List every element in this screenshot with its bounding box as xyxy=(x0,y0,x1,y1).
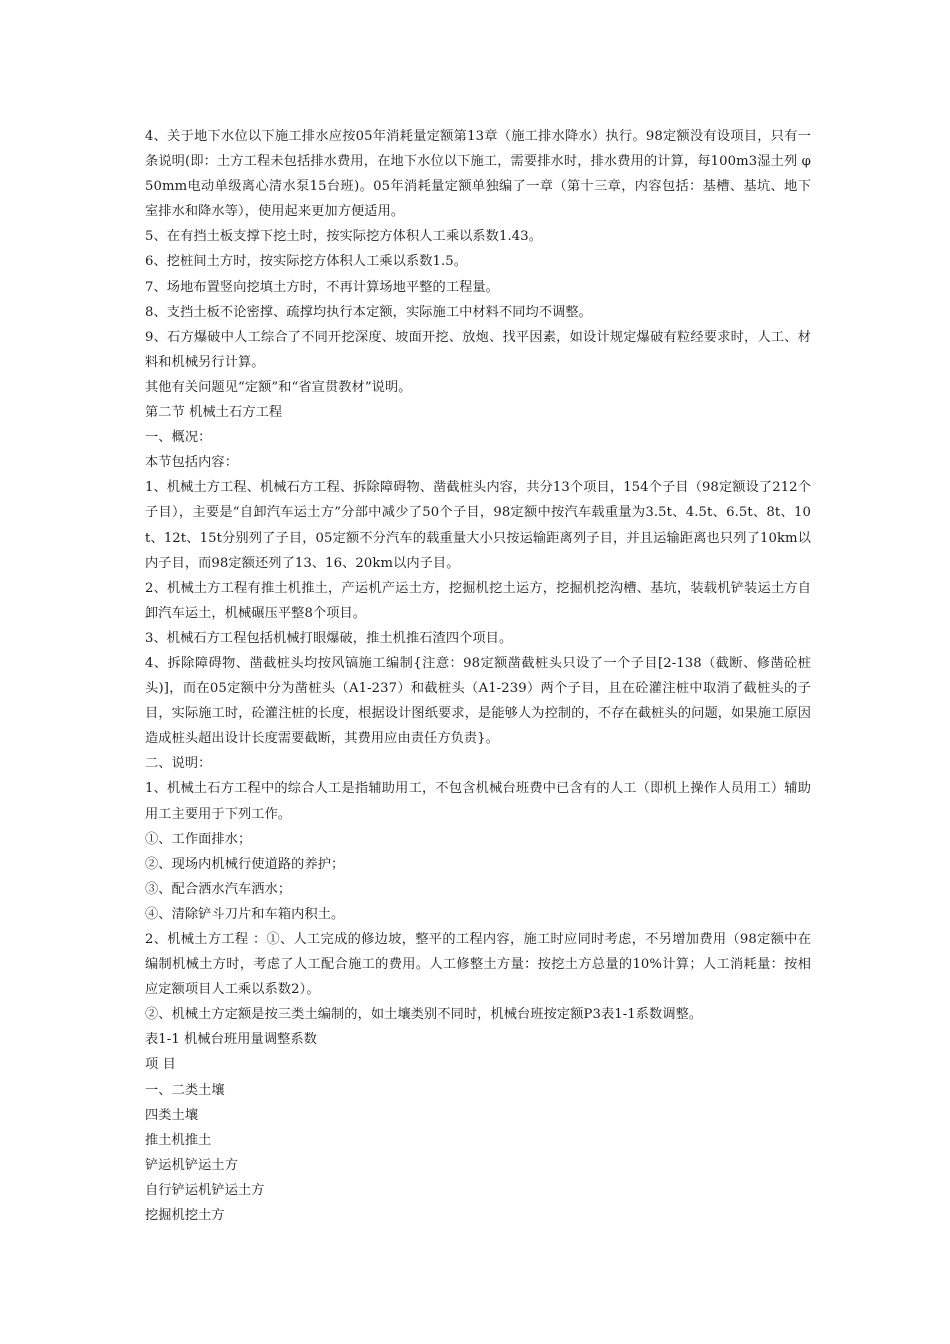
table-header-item: 项 目 xyxy=(145,1057,176,1073)
list-item-work-3: ③、配合洒水汽车洒水； xyxy=(145,881,292,897)
paragraph-item-4-demolition: 4、拆除障碍物、凿截桩头均按风镐施工编制{注意：98定额凿截桩头只设了一个子目[2-138（截断、修凿砼桩头)]，而在05定额中分为凿桩头（A1-237）和截桩头（A1-239）两个子目，且在砼灌注桩中取消了截桩头的子目，实际施工时，砼灌注桩的长度，根据设计图纸要求，是能够人为控制的，不存在截桩头的问题，如果施工原因造成桩头超出设计长度需要截断，其费用应由责任方负责}。 xyxy=(145,655,811,747)
paragraph-item-2-earthwork: 2、机械土方工程有推土机推土，产运机产运土方，挖掘机挖土运方，挖掘机挖沟槽、基坑，装载机铲装运土方自卸汽车运土，机械碾压平整8个项目。 xyxy=(145,580,811,621)
paragraph-item-8-support-board: 8、支挡土板不论密撑、疏撑均执行本定额，实际施工中材料不同均不调整。 xyxy=(145,304,592,320)
paragraph-section-contents: 本节包括内容： xyxy=(145,455,239,471)
list-item-work-1: ①、工作面排水； xyxy=(145,831,252,847)
list-item-work-2: ②、现场内机械行使道路的养护； xyxy=(145,856,345,872)
paragraph-item-7-site-layout: 7、场地布置竖向挖填土方时，不再计算场地平整的工程量。 xyxy=(145,279,499,295)
paragraph-notes-item-2b: ②、机械土方定额是按三类土编制的，如土壤类别不同时，机械台班按定额P3表1-1系数调整。 xyxy=(145,1007,703,1023)
subheading-overview: 一、概况： xyxy=(145,430,212,446)
list-item-work-4: ④、清除铲斗刀片和车箱内积土。 xyxy=(145,906,345,922)
paragraph-item-6-pile-spacing: 6、挖桩间土方时，按实际挖方体积人工乘以系数1.5。 xyxy=(145,254,468,270)
table-row-self-propelled-scraper: 自行铲运机铲运土方 xyxy=(145,1182,265,1198)
paragraph-notes-item-1: 1、机械土石方工程中的综合人工是指辅助用工，不包含机械台班费中已含有的人工（即机上操作人员用工）辅助用工主要用于下列工作。 xyxy=(145,781,811,822)
table-caption: 表1-1 机械台班用量调整系数 xyxy=(145,1032,317,1048)
paragraph-other-notes: 其他有关问题见“定额”和“省宣贯教材”说明。 xyxy=(145,379,412,395)
table-cell-soil-class-4: 四类土壤 xyxy=(145,1107,199,1123)
table-row-bulldozer: 推土机推土 xyxy=(145,1132,212,1148)
paragraph-item-1-overview: 1、机械土方工程、机械石方工程、拆除障碍物、凿截桩头内容，共分13个项目，154个子目（98定额设了212个子目），主要是“自卸汽车运土方”分部中减少了50个子目，98定额中按汽车载重量为3.5t、4.5t、6.5t、8t、10t、12t、15t分别列了子目，05定额不分汽车的载重量大小只按运输距离列子目，并且运输距离也只列了10km以内子目，而98定额还列了13、16、20km以内子目。 xyxy=(145,480,811,571)
paragraph-item-4-drainage: 4、关于地下水位以下施工排水应按05年消耗量定额第13章（施工排水降水）执行。98定额没有设项目，只有一条说明(即：土方工程未包括排水费用，在地下水位以下施工，需要排水时，排水费用的计算，每100m3湿土列 φ50mm电动单级离心清水泵15台班)。05年消耗量定额单独编了一章（第十三章，内容包括：基槽、基坑、地下室排水和降水等），使用起来更加方便适用。 xyxy=(145,129,811,220)
section-heading: 第二节 机械土石方工程 xyxy=(145,405,283,421)
paragraph-item-3-rockwork: 3、机械石方工程包括机械打眼爆破，推土机推石渣四个项目。 xyxy=(145,630,513,646)
table-cell-soil-class-1-2: 一、二类土壤 xyxy=(145,1082,225,1098)
subheading-notes: 二、说明： xyxy=(145,756,212,772)
table-row-excavator: 挖掘机挖土方 xyxy=(145,1208,225,1224)
paragraph-item-9-rock-blasting: 9、石方爆破中人工综合了不同开挖深度、坡面开挖、放炮、找平因素，如设计规定爆破有粒经要求时，人工、材料和机械另行计算。 xyxy=(145,329,811,370)
document-body xyxy=(145,124,811,1228)
paragraph-notes-item-2: 2、机械土方工程 ：①、人工完成的修边坡，整平的工程内容，施工时应同时考虑，不另增加费用（98定额中在编制机械土方时，考虑了人工配合施工的费用。人工修整土方量：按挖土方总量的10%计算；人工消耗量：按相应定额项目人工乘以系数2）。 xyxy=(145,932,811,998)
table-row-scraper: 铲运机铲运土方 xyxy=(145,1157,239,1173)
paragraph-item-5-retaining-board: 5、在有挡土板支撑下挖土时，按实际挖方体积人工乘以系数1.43。 xyxy=(145,229,543,245)
